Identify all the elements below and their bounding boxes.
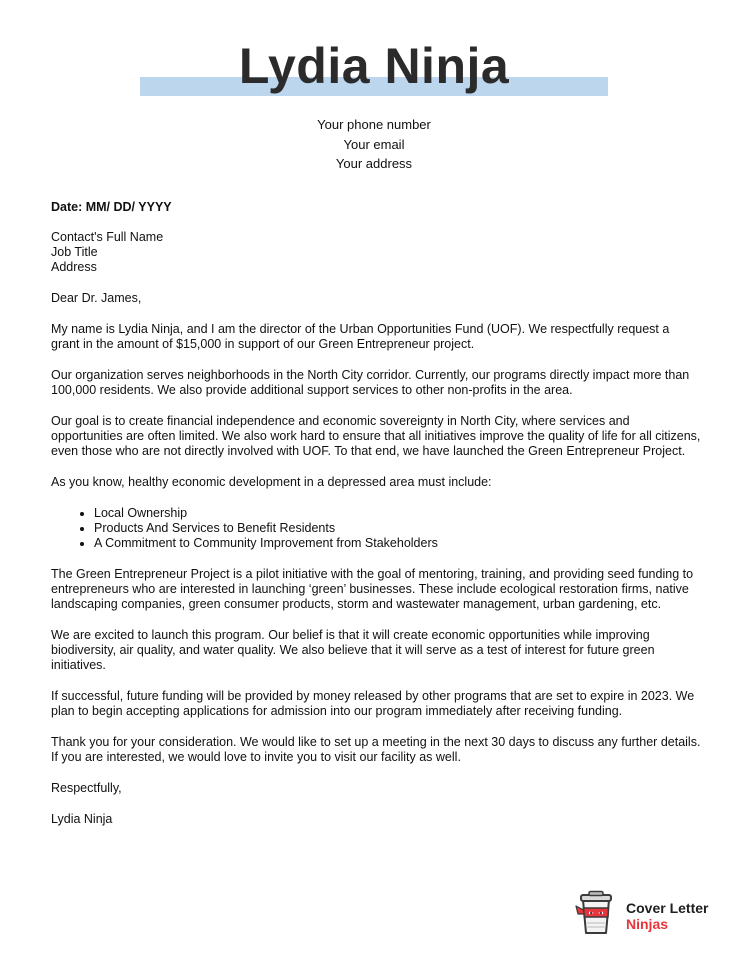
contact-block <box>0 115 748 174</box>
paragraph-list-intro: As you know, healthy economic development in a depressed area must include: <box>51 475 492 489</box>
closing: Respectfully, <box>51 781 122 795</box>
recipient-name: Contact's Full Name <box>51 230 164 244</box>
paragraph-project: The Green Entrepreneur Project is a pilot initiative with the goal of mentoring, training, and providing seed funding to entrepreneurs who are interested in launching ‘green’ businesses. These include ecological restoration firms, native landscaping companies, green consumer products, storm and wastewater management, urban gardening, etc. <box>51 567 694 611</box>
logo-line-2: Ninjas <box>626 916 669 932</box>
letter-body <box>51 200 701 843</box>
list-item: • A Commitment to Community Improvement from Stakeholders <box>94 536 701 551</box>
paragraph-intro: My name is Lydia Ninja, and I am the director of the Urban Opportunities Fund (UOF). We respectfully request a grant in the amount of $15,000 in support of our Green Entrepreneur project. <box>51 322 670 351</box>
recipient-job-title: Job Title <box>51 245 98 259</box>
recipient-address: Address <box>51 260 97 274</box>
signature-name: Lydia Ninja <box>51 812 113 826</box>
letter-header <box>0 0 748 110</box>
list-item: • Local Ownership <box>94 506 701 521</box>
paragraph-organization: Our organization serves neighborhoods in the North City corridor. Currently, our programs directly impact more than 100,000 residents. We also provide additional support services to other non-profits in the area. <box>51 368 690 397</box>
email-line: Your email <box>343 136 405 152</box>
applicant-name: Lydia Ninja <box>238 38 510 94</box>
paragraph-thanks: Thank you for your consideration. We would like to set up a meeting in the next 30 days to discuss any further details. If you are interested, we would love to invite you to visit our facility as well. <box>51 735 701 764</box>
cover-letter-ninjas-logo <box>575 890 725 938</box>
recipient-block <box>51 230 701 275</box>
salutation: Dear Dr. James, <box>51 291 142 305</box>
letter-date: Date: MM/ DD/ YYYY <box>51 200 172 214</box>
paragraph-goal: Our goal is to create financial independence and economic sovereignty in North City, where services and opportunities are often limited. We also work hard to ensure that all initiatives improve the quality of life for all citizens, even those who are not directly involved with UOF. To that end, we have launched the Green Entrepreneur Project. <box>51 414 701 458</box>
logo-wordmark <box>626 900 708 932</box>
requirements-list <box>51 506 701 551</box>
list-item: • Products And Services to Benefit Residents <box>94 521 701 536</box>
paragraph-excited: We are excited to launch this program. Our belief is that it will create economic opportunities while improving biodiversity, air quality, and water quality. We also believe that it will serve as a test of interest for future green initiatives. <box>51 628 655 672</box>
phone-line: Your phone number <box>317 117 431 132</box>
address-line: Your address <box>335 156 413 171</box>
logo-line-1: Cover Letter <box>626 900 709 916</box>
ninja-cup-icon <box>575 890 617 936</box>
paragraph-funding: If successful, future funding will be provided by money released by other programs that are set to expire in 2023. We plan to begin accepting applications for admission into our program immediately after receiving funding. <box>51 689 695 718</box>
